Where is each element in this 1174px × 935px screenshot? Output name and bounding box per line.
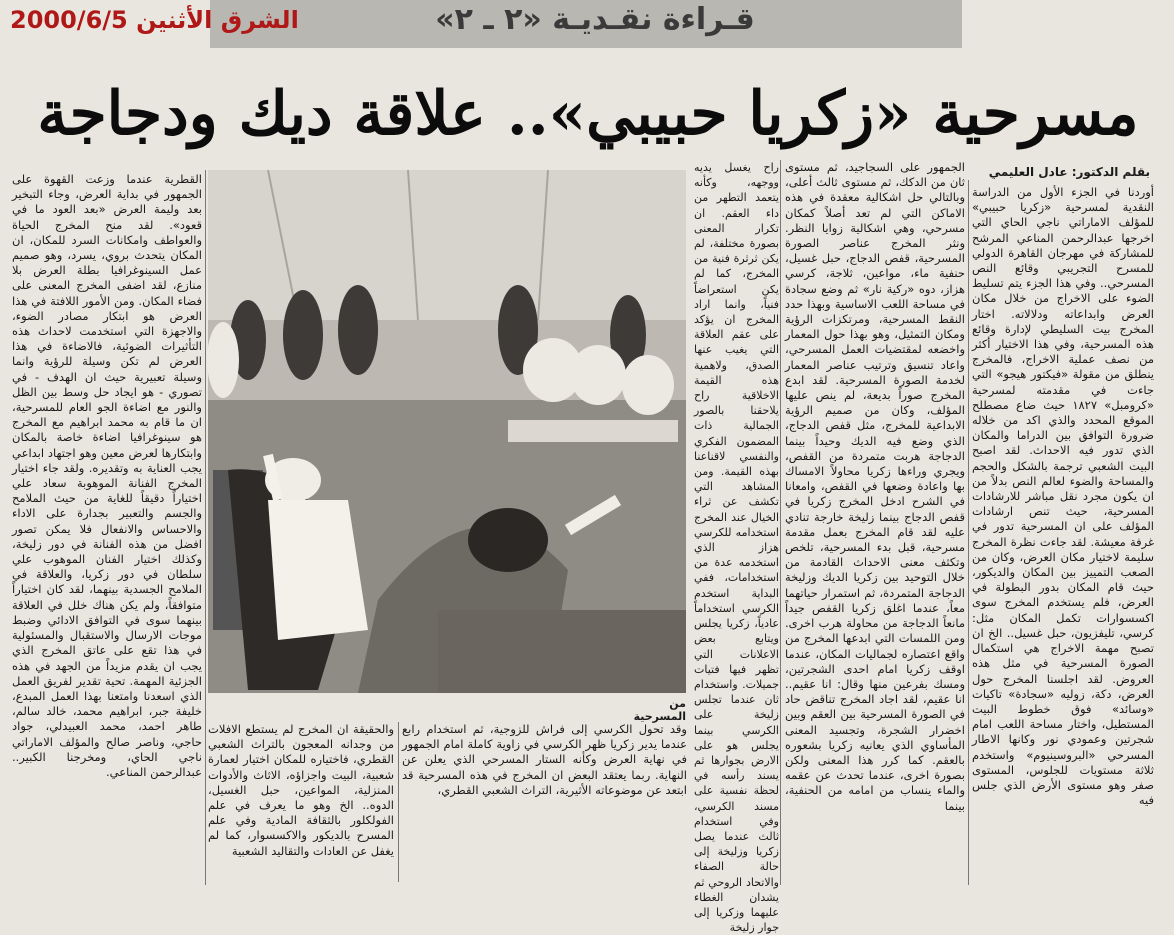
author-byline: بقلم الدكتور: عادل العليمي <box>988 165 1150 179</box>
column-4-text: والحقيقة ان المخرج لم يستطع الافلات من وجدانه المعجون بالتراث الشعبي القطري، فاختياره للمكان اختيار لعمارة شعبية، البيت واجزاؤه، الاثاث والأدوات المنزلية، المواعين، حبل الغسيل، الدوه.. الخ وهو ما يعرف في علم الفولكلور بالثقافة المادية وفي علم المسرح بالديكور والاكسسوار، كما لم يغفل عن العادات والتقاليد الشعبية <box>208 722 394 858</box>
performance-photo <box>208 170 686 693</box>
section-kicker: قـراءة نقـديـة «٢ ـ ٢» <box>435 2 755 37</box>
column-divider <box>205 170 206 885</box>
column-3-text: راح يغسل يديه ووجهه، وكأنه يتعمد التطهر من داء العقم. ان تكرار المعنى بصورة مختلفة، لم يكن ثرثرة فنية من المخرج، كما لم يكن استعراضاً فنياً، وانما اراد المخرج ان يؤكد على عقم العلاقة التي يغيب عنها الصدق، ولاهمية هذه القيمة الاخلاقية راح يلاحقنا بالصور الجمالية ذات المضمون الفكري والنفسي لاقناعنا بهذه القيمة. ومن المشاهد التي تكشف عن ثراء الخيال عند المخرج استخدامه للكرسي هزاز الذي استخدمه عدة من استخدامات، ففي البداية استخدم الكرسي استخداماً عادياً، زكريا يجلس ويتابع بعض الاعلانات التي تظهر فيها فتيات جميلات. واستخدام ثان عندما تجلس زليخة على الكرسي بينما يجلس هو على الارض بجوارها ثم يسند رأسه في لحظة نفسية على مسند الكرسي، وفي استخدام ثالث عندما يصل زكريا وزليخة إلى حالة الصفاء والاتحاد الروحي ثم يشدان الغطاء عليهما وزكريا إلى جوار زليخة <box>694 161 779 935</box>
column-divider <box>398 722 399 882</box>
article-column-4 <box>208 722 394 882</box>
column-1-text: أوردنا في الجزء الأول من الدراسة النقدية لمسرحية «زكريا حبيبي» للمؤلف الاماراتي ناجي الحاي التي اخرجها عبدالرحمن المناعي المرشح للمشاركة في مهرجان القاهرة الدولي للمسرح التجريبي وقائع النص المسرحي.. وفي هذا الجزء يتم تسليط الضوء على الاخراج من خلال مكان العرض وابداعاته ودلالاته. اختار المخرج بيت السليطي لإدارة وقائع هذه المسرحية، وفي هذا الاختيار أكثر من نصف عملية الاخراج، فالمخرج ينطلق من مقولة «فيكتور هيجو» التي جاءت في مقدمته لمسرحية «كرومبل» ١٨٢٧ حيث ضاع مصطلح الموقع المحدد والذي اكد من خلاله ضرورة التوافق بين الدراما والمكان الذي تدور فيه الاحداث. لقد اصبح البيت الشعبي ترجمة بالشكل والحجم والمساحة والضوء لعالم النص بدلاً من ان يكون مجرد نقل مباشر للارشادات المسرحية، حيث تنص ارشادات المؤلف على ان المسرحية تدور في غرفة معيشة. لقد جاءت نظرة المخرج سليمة لاختيار مكان العرض، وكان من الصعب التمييز بين المكان والديكور، حيث قام المكان بدور البطولة في العرض، فلم يستخدم المخرج سوى اكسسوارات تكمل المكان مثل: كرسي، تليفزيون، حبل غسيل.. الخ ان تصبح مهمة الاخراج هي استكمال الصورة المسرحية في مثل هذه العروض. لقد اجلسنا المخرج حول العرض، دكة، زوليه «سجادة» تاكيات «وسائد» فوق خطوط البيت المستطيل، واختار مساحة اللعب امام شجرتين وعمودي نور وكانها الاطار المسرحي «البروسينيوم» واستخدم ثلاثة مستويات للجلوس، المستوى صفر وهو مستوى الأرض الذي جلس فيه <box>972 185 1154 808</box>
column-divider <box>780 160 781 885</box>
column-3-lower-text: وقد تحول الكرسي إلى فراش للزوجية، ثم استخدام رابع عندما يدير زكريا ظهر الكرسي في زاوية كاملة امام الجمهور في نهاية العرض وكأنه الستار المسرحي الذي يعلن عن النهاية. ربما يعتقد البعض ان المخرج في هذه المسرحية قد ابتعد عن موضوعاته الأثيرية، التراث الشعبي القطري، <box>402 722 687 797</box>
photo-caption: من المسرحية <box>633 697 686 723</box>
article-column-2 <box>785 160 965 885</box>
article-headline: مسرحية «زكريا حبيبي».. علاقة ديك ودجاجة <box>37 79 1139 149</box>
column-5-text: القطرية عندما وزعت القهوة على الجمهور في بداية العرض، وجاء التبخير بعد وليمة العرض «بعد العود ما في قعود». لقد منح المخرج الحياة والعواطف وامكانات السرد للمكان، ان المكان يتحدث بروي، يسرد، وهو صميم عمل السينوغرافيا بطلة العرض بلا منازع، لقد اضفى المخرج المعنى على فضاء المكان. ومن الأمور اللافتة في هذا العرض هو ابتكار مصادر الضوء، والاجهزة التي استخدمت لاحداث هذه التأثيرات الضوئية، فالاضاءة في هذا العرض لم تكن وسيلة للرؤية وانما وسيلة تعبيرية حيث ان الهدف - في تصوري - هو ايجاد حل وسط بين الظل والنور مع اضاءة الجو العام للمسرحية، ان ما قام به محمد ابراهيم مع المخرج هو سينوغرافيا اضاءة خاصة بالمكان وابتكارها لعرض معين وهو اجتهاد ابداعي يجب العناية به وتقديره. ولقد جاء اختيار المخرج الفنانة الموهوبة سعاد علي اختياراً دقيقاً للغاية من حيث الملامح والجسم والتعبير بجدارة على الاداء والاحساس والانفعال فلا يمكن تصور افضل من هذه الفنانة في دور زليخة، وكذلك اختيار الفنان الموهوب علي سلطان في دور زكريا، والعلاقة في الملامح الجسدية بينهما، لقد كان اختياراً متوافقاً، ولم يكن هناك خلل في العلاقة بينهما سوى في التوافق الادائي وضبط موجات الارسال والاستقبال والمسئولية في هذا تقع على عاتق المخرج الذي يجب ان يقدم مزيداً من الجهد في هذه الجزئية المهمة. تحية تقدير لفريق العمل الذي اسعدنا وامتعنا بهذا العمل المبدع، خليفة جبر، ابراهيم محمد، خالد سالم، طاهر احمد، محمد العبيدلي، جواد حاجي، وناصر صالح والمؤلف الاماراتي ناجي الحاي، ومخرجنا الكبير.. عبدالرحمن المناعي. <box>12 172 202 779</box>
article-column-3 <box>694 160 779 935</box>
newspaper-source-date: الشرق الأثنين 2000/6/5 <box>10 6 299 34</box>
article-column-5 <box>12 172 202 884</box>
article-column-1 <box>972 185 1154 885</box>
performance-photo-illustration <box>208 170 686 693</box>
column-divider <box>968 180 969 885</box>
column-2-text: الجمهور على السجاجيد، ثم مستوى ثان من الدكك، ثم مستوى ثالث أعلى، وبالتالي حل اشكالية معقدة في هذه الاماكن التي لم تعد أصلاً كمكان مسرحي، وهي اشكالية زوايا النظر. ونثر المخرج عناصر الصورة المسرحية، قفص الدجاج، حبل غسيل، حنفية ماء، مواعين، ثلاجة، كرسي هزاز، دوه «ركية نار» ثم وضع سجادة في مساحة اللعب الاساسية وبهذا حدد النقط المسرحية، ومرتكزات الرؤية ومكان التمثيل، وهو بهذا حول المعمار واخضعه لمقتضيات العمل المسرحي، واعاد تنسيق وترتيب عناصر المعمار لخدمة الصورة المسرحية. لقد ابدع المخرج صوراً بديعة، لم ينص عليها المؤلف، وكان من صميم الرؤية الابداعية للمخرج، مثل قفص الدجاج، الذي وضع فيه الديك وحيداً بينما الدجاجة هربت متمردة من القفص، ويجري وراءها زكريا محاولاً الامساك بها واعادة وضعها في القفص، وامعانا في الشرح ادخل المخرج زكريا في قفص الدجاج بينما زليخة خارجة تنادي عليه لقد قام المخرج بعمل مقدمة مسرحية، قبل بدء المسرحية، تلخص وتكثف معنى الاحداث القادمة من خلال التوحيد بين زكريا الديك وزليخة الدجاجة المتمردة، ثم استمرار حياتهما معاً، عندما اغلق زكريا القفص جيداً مانعاً الدجاجة من محاولة هرب اخرى. ومن اللمسات التي ابدعها المخرج من واقع اعتصاره لجماليات المكان، عندما اوقف زكريا امام احدى الشجرتين، ومسك بفرعين منها وقال: انا عقيم.. انا عقيم، لقد اجاد المخرج تناقض حاد في الصورة المسرحية بين العقم وبين اخضرار الشجرة، وتجسيد المعنى المأساوي الذي يعانيه زكريا بشعوره بالعقم. كما كرر هذا المعنى ولكن بصورة اخرى، عندما تحدث عن عقمه والماء ينساب من امامه من الحنفية، بينما <box>785 160 965 813</box>
article-column-3-lower <box>402 722 687 882</box>
